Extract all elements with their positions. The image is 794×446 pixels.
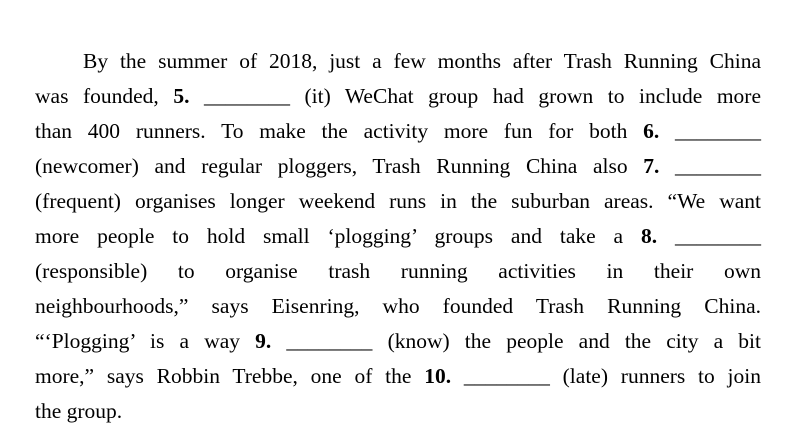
passage-text: By the summer of 2018, just a few months after Trash Running China (83, 49, 761, 73)
passage-text: more,” says Robbin Trebbe, one of the (35, 364, 425, 388)
passage-line (35, 219, 761, 254)
passage-text: was founded, (35, 84, 174, 108)
passage-line (35, 394, 761, 429)
passage-line (35, 79, 761, 114)
passage-line (35, 254, 761, 289)
passage-line (35, 184, 761, 219)
passage-line (35, 44, 761, 79)
passage-text: ________ (659, 119, 762, 143)
passage-text: (newcomer) and regular ploggers, Trash Running China also (35, 154, 644, 178)
blank-number-9: 9. (255, 329, 272, 353)
blank-number-5: 5. (173, 84, 190, 108)
blank-number-7: 7. (643, 154, 660, 178)
passage-line (35, 114, 761, 149)
passage-line (35, 289, 761, 324)
passage (35, 44, 761, 429)
passage-text: (frequent) organises longer weekend runs in the suburban areas. “We want (35, 189, 761, 213)
passage-text: the group. (35, 399, 123, 423)
blank-number-6: 6. (643, 119, 660, 143)
passage-text: neighbourhoods,” says Eisenring, who founded Trash Running China. (35, 294, 761, 318)
passage-text: “‘Plogging’ is a way (35, 329, 256, 353)
passage-text: ________ (it) WeChat group had grown to include more (189, 84, 762, 108)
passage-line (35, 324, 761, 359)
blank-number-8: 8. (640, 224, 658, 248)
passage-line (35, 359, 761, 394)
passage-text: ________ (late) runners to join (451, 364, 761, 388)
passage-text: ________ (657, 224, 761, 248)
passage-text: (responsible) to organise trash running activities in their own (35, 259, 761, 283)
passage-text: ________ (know) the people and the city a bit (271, 329, 761, 353)
passage-text: more people to hold small ‘plogging’ groups and take a (35, 224, 641, 248)
passage-text: than 400 runners. To make the activity more fun for both (35, 119, 644, 143)
blank-number-10: 10. (424, 364, 452, 388)
passage-text: ________ (659, 154, 762, 178)
passage-line (35, 149, 761, 184)
